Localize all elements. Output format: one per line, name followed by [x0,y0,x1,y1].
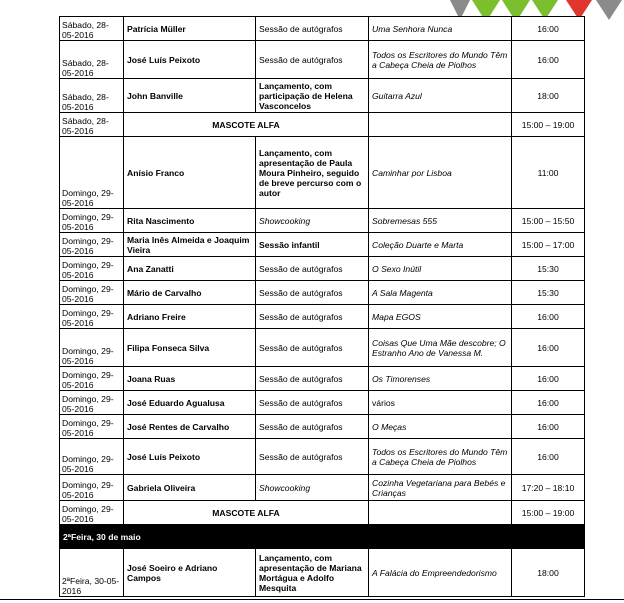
event-type: Lançamento, com apresentação de Paula Moura Pinheiro, seguido de breve percurso com o autor [256,137,369,209]
event-time: 18:00 [512,549,585,597]
event-date: Domingo, 29-05-2016 [60,475,124,501]
event-date: Domingo, 29-05-2016 [60,415,124,439]
event-author: Ana Zanatti [124,257,256,281]
event-date: Domingo, 29-05-2016 [60,233,124,257]
table-row [60,391,585,415]
event-book: O Sexo Inútil [369,257,512,281]
event-time: 15:30 [512,281,585,305]
event-book [369,501,512,525]
event-book: Todos os Escritores do Mundo Têm a Cabeça Cheia de Piolhos [369,439,512,475]
event-time: 16:00 [512,17,585,41]
event-author: Rita Nascimento [124,209,256,233]
event-time: 16:00 [512,329,585,367]
event-date: Sábado, 28-05-2016 [60,41,124,79]
event-type: Lançamento, com apresentação de Mariana Mortágua e Adolfo Mesquita [256,549,369,597]
event-author: Patrícia Müller [124,17,256,41]
event-type: Lançamento, com participação de Helena Vasconcelos [256,79,369,113]
event-book: Coleção Duarte e Marta [369,233,512,257]
event-time: 17:20 – 18:10 [512,475,585,501]
table-row [60,475,585,501]
event-type: Sessão de autógrafos [256,391,369,415]
event-author: José Rentes de Carvalho [124,415,256,439]
event-type: Sessão de autógrafos [256,281,369,305]
event-type: Sessão infantil [256,233,369,257]
event-book: Coisas Que Uma Mãe descobre; O Estranho Ano de Vanessa M. [369,329,512,367]
event-book: Guitarra Azul [369,79,512,113]
event-author: José Luís Peixoto [124,439,256,475]
table-row [60,501,585,525]
event-time: 16:00 [512,41,585,79]
table-row [60,113,585,137]
event-date: Sábado, 28-05-2016 [60,17,124,41]
page-bottom-rule [0,599,624,600]
event-author: Filipa Fonseca Silva [124,329,256,367]
event-book: Caminhar por Lisboa [369,137,512,209]
event-book: A Falácia do Empreendedorismo [369,549,512,597]
event-time: 15:00 – 19:00 [512,113,585,137]
day-separator-row [60,525,585,549]
logo-chevron-grey-2 [596,0,622,20]
event-time: 15:00 – 17:00 [512,233,585,257]
event-book: O Meças [369,415,512,439]
event-author: Adriano Freire [124,305,256,329]
event-type: Showcooking [256,475,369,501]
day-heading: 2ªFeira, 30 de maio [60,525,585,549]
event-date: Domingo, 29-05-2016 [60,391,124,415]
event-time: 16:00 [512,367,585,391]
table-row [60,137,585,209]
event-author: Gabriela Oliveira [124,475,256,501]
event-book: Uma Senhora Nunca [369,17,512,41]
event-type: Sessão de autógrafos [256,367,369,391]
event-author: José Eduardo Agualusa [124,391,256,415]
table-row [60,17,585,41]
event-book: A Sala Magenta [369,281,512,305]
event-time: 16:00 [512,305,585,329]
event-date: Domingo, 29-05-2016 [60,257,124,281]
event-book [369,113,512,137]
table-row [60,233,585,257]
event-author: John Banville [124,79,256,113]
event-mascote: MASCOTE ALFA [124,113,369,137]
event-date: Domingo, 29-05-2016 [60,329,124,367]
table-row [60,329,585,367]
table-row [60,415,585,439]
table-row [60,367,585,391]
event-date: Domingo, 29-05-2016 [60,209,124,233]
events-schedule-table [59,16,585,597]
event-book: vários [369,391,512,415]
table-row [60,257,585,281]
event-time: 18:00 [512,79,585,113]
event-book: Todos os Escritores do Mundo Têm a Cabeça Cheia de Piolhos [369,41,512,79]
event-book: Os Timorenses [369,367,512,391]
event-type: Sessão de autógrafos [256,415,369,439]
event-time: 16:00 [512,439,585,475]
table-row [60,281,585,305]
event-author: Maria Inês Almeida e Joaquim Vieira [124,233,256,257]
event-time: 15:30 [512,257,585,281]
schedule-rows [60,17,585,597]
event-type: Sessão de autógrafos [256,41,369,79]
event-book: Sobremesas 555 [369,209,512,233]
event-mascote: MASCOTE ALFA [124,501,369,525]
table-row [60,439,585,475]
event-author: Mário de Carvalho [124,281,256,305]
event-type: Sessão de autógrafos [256,305,369,329]
event-type: Sessão de autógrafos [256,257,369,281]
event-time: 11:00 [512,137,585,209]
table-row [60,549,585,597]
event-time: 15:00 – 19:00 [512,501,585,525]
table-row [60,209,585,233]
event-date: Domingo, 29-05-2016 [60,439,124,475]
event-type: Sessão de autógrafos [256,329,369,367]
event-date: Domingo, 29-05-2016 [60,501,124,525]
event-date: Domingo, 29-05-2016 [60,367,124,391]
event-book: Mapa EGOS [369,305,512,329]
event-author: Anísio Franco [124,137,256,209]
event-time: 15:00 – 15:50 [512,209,585,233]
event-date: Domingo, 29-05-2016 [60,305,124,329]
event-author: José Luís Peixoto [124,41,256,79]
event-time: 16:00 [512,391,585,415]
event-date: Domingo, 29-05-2016 [60,281,124,305]
event-date: Domingo, 29-05-2016 [60,137,124,209]
event-type: Sessão de autógrafos [256,439,369,475]
table-row [60,41,585,79]
event-time: 16:00 [512,415,585,439]
table-row [60,79,585,113]
table-row [60,305,585,329]
event-type: Showcooking [256,209,369,233]
event-date: Sábado, 28-05-2016 [60,113,124,137]
event-author: Joana Ruas [124,367,256,391]
event-author: José Soeiro e Adriano Campos [124,549,256,597]
event-date: 2ªFeira, 30-05-2016 [60,549,124,597]
event-book: Cozinha Vegetariana para Bebés e Crianças [369,475,512,501]
event-type: Sessão de autógrafos [256,17,369,41]
event-date: Sábado, 28-05-2016 [60,79,124,113]
